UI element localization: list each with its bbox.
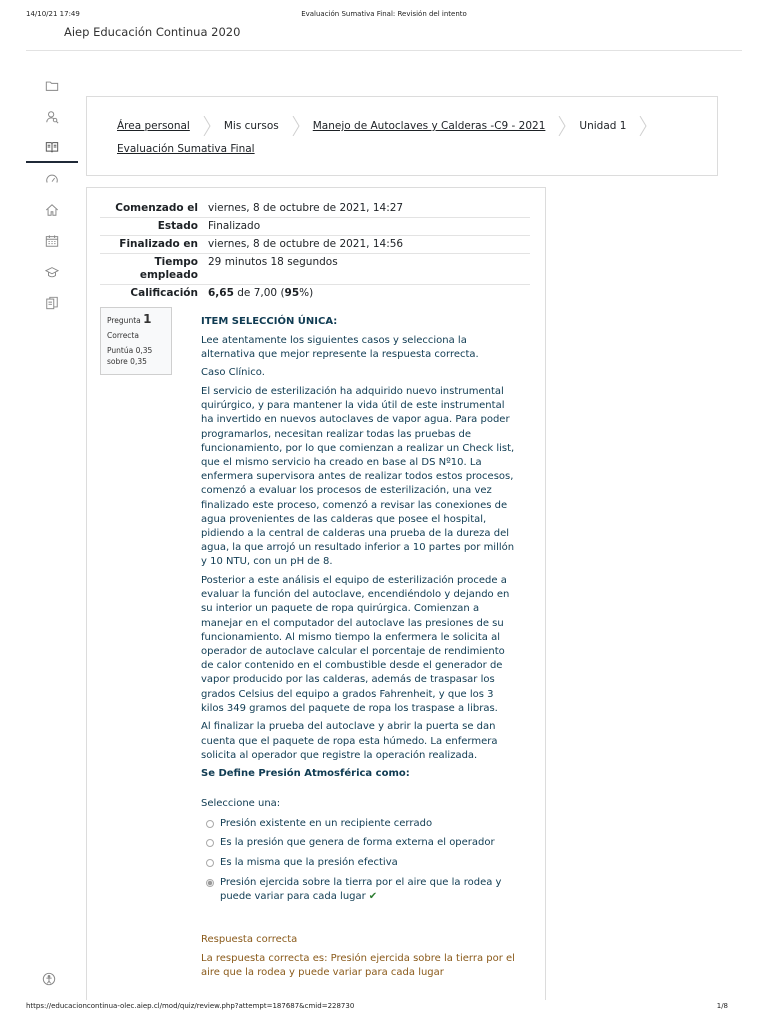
home-icon (45, 203, 59, 217)
radio-button[interactable] (206, 839, 214, 847)
summary-value: viernes, 8 de octubre de 2021, 14:27 (208, 202, 404, 214)
question-label: Pregunta (107, 316, 141, 325)
summary-label: Finalizado en (119, 238, 198, 250)
breadcrumb-row (117, 116, 660, 136)
answer-option-text-content: Presión ejercida sobre la tierra por el aire que la rodea y puede variar para cada lugar (220, 876, 502, 902)
question-status: Correcta (107, 331, 139, 340)
summary-value: viernes, 8 de octubre de 2021, 14:56 (208, 238, 404, 250)
summary-row-finished (100, 236, 530, 254)
breadcrumb-separator-icon (202, 116, 212, 136)
question-prompt: Se Define Presión Atmosférica como: (201, 768, 410, 780)
print-page-number: 1/8 (716, 1002, 728, 1010)
print-url: https://educacioncontinua-olec.aiep.cl/mod/quiz/review.php?attempt=187687&cmid=228730 (26, 1002, 355, 1010)
answer-option[interactable] (201, 836, 519, 850)
radio-button[interactable] (206, 859, 214, 867)
folder-icon (45, 79, 59, 93)
radio-button-selected[interactable] (206, 879, 214, 887)
print-title: Evaluación Sumativa Final: Revisión del intento (301, 10, 467, 18)
breadcrumb-separator-icon (638, 116, 648, 136)
site-name[interactable]: Aiep Educación Continua 2020 (64, 25, 241, 39)
summary-row-time (100, 254, 530, 285)
answer-option-text (220, 876, 519, 904)
files-icon (45, 296, 59, 310)
breadcrumb-my-courses[interactable]: Mis cursos (223, 120, 279, 132)
answer-option-text: Es la presión que genera de forma externa el operador (220, 837, 495, 849)
feedback-title: Respuesta correcta (201, 934, 298, 945)
question-points: Puntúa 0,35 sobre 0,35 (107, 346, 153, 366)
radio-button[interactable] (206, 820, 214, 828)
summary-row-state (100, 218, 530, 236)
grade-score: 6,65 (208, 287, 234, 299)
attempt-summary-table (100, 200, 530, 302)
accessibility-icon[interactable] (42, 972, 56, 986)
user-search-icon (45, 110, 59, 124)
answer-option[interactable] (201, 856, 519, 870)
print-header (26, 10, 742, 22)
breadcrumb-personal-area[interactable]: Área personal (117, 120, 190, 132)
summary-row-grade (100, 285, 530, 302)
print-footer (26, 1002, 742, 1014)
summary-value (204, 285, 530, 302)
summary-value: 29 minutos 18 segundos (208, 256, 338, 268)
answer-option-text: Es la misma que la presión efectiva (220, 857, 398, 869)
summary-label: Calificación (130, 287, 198, 299)
summary-label: Estado (157, 220, 198, 232)
case-paragraph-2: Posterior a este análisis el equipo de esterilización procede a evaluar la función del autoclave, encendiéndolo y dejando en su interior un paquete de ropa quirúrgica. Comienzan a manejar en el computador del autoclave las presiones de su funcionamiento. Al mismo tiempo la enfermera le solicita al operador de autoclave calcular el porcentaje de rendimiento de calor contenido en el combustible desde el generador de vapor producido por las calderas, además de traspasar los grados Celsius del equipo a grados Fahrenheit, y que los 3 kilos 349 gramos del paquete de ropa los traspase a libras. (201, 575, 510, 714)
question-info-box (100, 307, 172, 375)
nav-item-calendar[interactable] (26, 225, 78, 256)
nav-item-courses[interactable] (26, 256, 78, 287)
summary-value: Finalizado (208, 220, 261, 232)
breadcrumb (86, 96, 718, 176)
graduation-cap-icon (45, 265, 59, 279)
feedback-block (201, 933, 519, 981)
question-heading: ITEM SELECCIÓN ÚNICA: (201, 316, 338, 327)
nav-item-participants[interactable] (26, 101, 78, 132)
breadcrumb-separator-icon (291, 116, 301, 136)
correct-check-icon: ✔ (368, 890, 378, 902)
summary-label: Comenzado el (115, 202, 198, 214)
breadcrumb-quiz[interactable]: Evaluación Sumativa Final (117, 143, 255, 155)
feedback-correct-answer: La respuesta correcta es: Presión ejercida sobre la tierra por el aire que la rodea y puede variar para cada lugar (201, 953, 515, 979)
breadcrumb-course[interactable]: Manejo de Autoclaves y Calderas -C9 - 2021 (312, 120, 546, 132)
dashboard-gauge-icon (45, 172, 59, 186)
summary-row-started (100, 200, 530, 218)
print-datetime: 14/10/21 17:49 (26, 10, 80, 18)
calendar-icon (45, 234, 59, 248)
nav-item-grades[interactable] (26, 132, 78, 163)
question-number: 1 (143, 312, 152, 326)
grade-percent: 95 (284, 287, 300, 299)
case-title: Caso Clínico. (201, 367, 265, 379)
nav-item-files[interactable] (26, 287, 78, 318)
case-paragraph-1: El servicio de esterilización ha adquirido nuevo instrumental quirúrgico, y para mantener la vida útil de este instrumental ha invertido en nuevos autoclaves de vapor agua. Para poder programarlos, necesitan realizar todas las pruebas de funcionamiento, por lo que comienzan a realizar un Check list, que el mismo servicio ha creado en base al DS Nº10. La enfermera supervisora antes de realizar todos estos procesos, comenzó a evaluar los procesos de esterilización, una vez finalizado este proceso, comenzó a revisar las conexiones de agua provenientes de las calderas que posee el hospital, pidiendo a la central de calderas una prueba de la dureza del agua, la que arrojó un resultado inferior a 10 partes por millón y 10 NTU, con un pH de 8. (201, 385, 515, 568)
book-icon (45, 140, 59, 154)
answer-options (201, 797, 519, 904)
nav-item-folder[interactable] (26, 70, 78, 101)
nav-item-home[interactable] (26, 194, 78, 225)
breadcrumb-unit[interactable]: Unidad 1 (579, 120, 627, 132)
grade-total: de 7,00 ( (233, 287, 285, 299)
answer-option-text: Presión existente en un recipiente cerrado (220, 817, 433, 829)
header-divider (26, 50, 742, 51)
summary-label: Tiempo empleado (139, 256, 198, 281)
question-text (201, 315, 519, 786)
case-paragraph-3: Al finalizar la prueba del autoclave y abrir la puerta se dan cuenta que el paquete de ropa esta húmedo. La enfermera solicita al operador que registre la operación realizada. (201, 721, 498, 761)
answer-option[interactable] (201, 817, 519, 831)
select-one-label: Seleccione una: (201, 798, 281, 809)
breadcrumb-separator-icon (557, 116, 567, 136)
grade-close: %) (299, 287, 314, 299)
side-nav (26, 70, 78, 318)
question-instruction: Lee atentamente los siguientes casos y selecciona la alternativa que mejor represente la respuesta correcta. (201, 334, 479, 360)
answer-option-selected[interactable] (201, 876, 519, 904)
nav-item-dashboard[interactable] (26, 163, 78, 194)
